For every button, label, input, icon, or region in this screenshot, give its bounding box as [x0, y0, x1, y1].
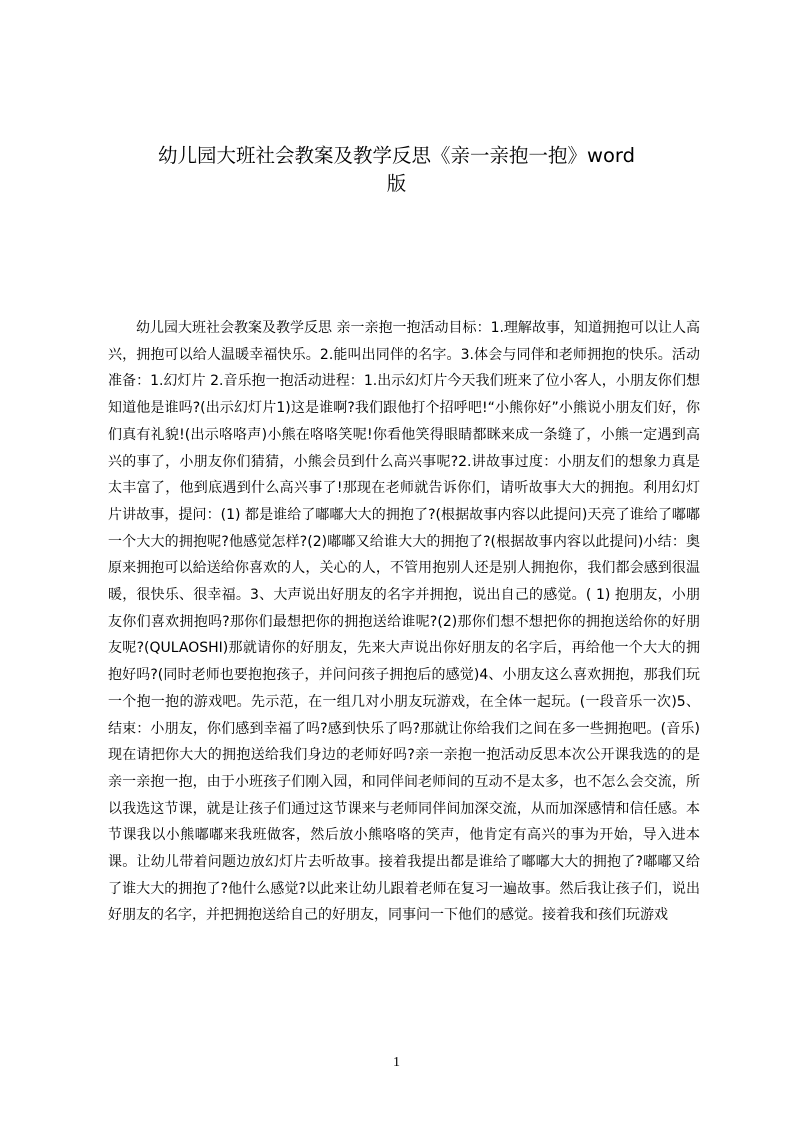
document-title — [100, 142, 693, 198]
document-title-line-2: 版 — [386, 172, 407, 195]
document-title-line-1: 幼儿园大班社会教案及教学反思《亲一亲抱一抱》word — [158, 144, 635, 167]
page-number: 1 — [393, 1055, 400, 1070]
document-body: 幼儿园大班社会教案及教学反思 亲一亲抱一抱活动目标：1.理解故事，知道拥抱可以让人高兴，拥抱可以给人温暖幸福快乐。2.能叫出同伴的名字。3.体会与同伴和老师拥抱的快乐。活动准备：1.幻灯片 2.音乐抱一抱活动进程：1.出示幻灯片今天我们班来了位小客人，小朋友你们想知道他是谁吗?(出示幻灯片1)这是谁啊?我们跟他打个招呼吧!“小熊你好”小熊说小朋友们好，你们真有礼貌!(出示咯咯声)小熊在咯咯笑呢!你看他笑得眼睛都眯来成一条缝了，小熊一定遇到高兴的事了，小朋友你们猜猜，小熊会员到什么高兴事呢?2.讲故事过度：小朋友们的想象力真是太丰富了，他到底遇到什么高兴事了!那现在老师就告诉你们，请听故事大大的拥抱。利用幻灯片讲故事，提问：(1) 都是谁给了嘟嘟大大的拥抱了?(根据故事内容以此提问)天亮了谁给了嘟嘟一个大大的拥抱呢?他感觉怎样?(2)嘟嘟又给谁大大的拥抱了?(根据故事内容以此提问)小结：奥原来拥抱可以給送给你喜欢的人，关心的人，不管用抱别人还是别人拥抱你，我们都会感到很温暖，很快乐、很幸福。3、大声说出好朋友的名字并拥抱，说出自己的感觉。( 1) 抱朋友，小朋友你们喜欢拥抱吗?那你们最想把你的拥抱送给谁呢?(2)那你们想不想把你的拥抱送给你的好朋友呢?(QULAOSHI)那就请你的好朋友，先来大声说出你好朋友的名字后，再给他一个大大的拥抱好吗?(同时老师也要抱抱孩子，并问问孩子拥抱后的感觉)4、小朋友这么喜欢拥抱，那我们玩一个抱一抱的游戏吧。先示范，在一组几对小朋友玩游戏，在全体一起玩。(一段音乐一次)5、结束：小朋友，你们感到幸福了吗?感到快乐了吗?那就让你给我们之间在多一些拥抱吧。(音乐)现在请把你大大的拥抱送给我们身边的老师好吗?亲一亲抱一抱活动反思本次公开课我选的的是亲一亲抱一抱，由于小班孩子们刚入园，和同伴间老师间的互动不是太多，也不怎么会交流，所以我选这节课，就是让孩子们通过这节课来与老师同伴间加深交流，从而加深感情和信任感。本节课我以小熊嘟嘟来我班做客，然后放小熊咯咯的笑声，他肯定有高兴的事为开始，导入进本课。让幼儿带着问题边放幻灯片去听故事。接着我提出都是谁给了嘟嘟大大的拥抱了?嘟嘟又给了谁大大的拥抱了?他什么感觉?以此来让幼儿跟着老师在复习一遍故事。然后我让孩子们，说出好朋友的名字，并把拥抱送给自己的好朋友，同事问一下他们的感觉。接着我和孩们玩游戏 — [108, 320, 700, 924]
